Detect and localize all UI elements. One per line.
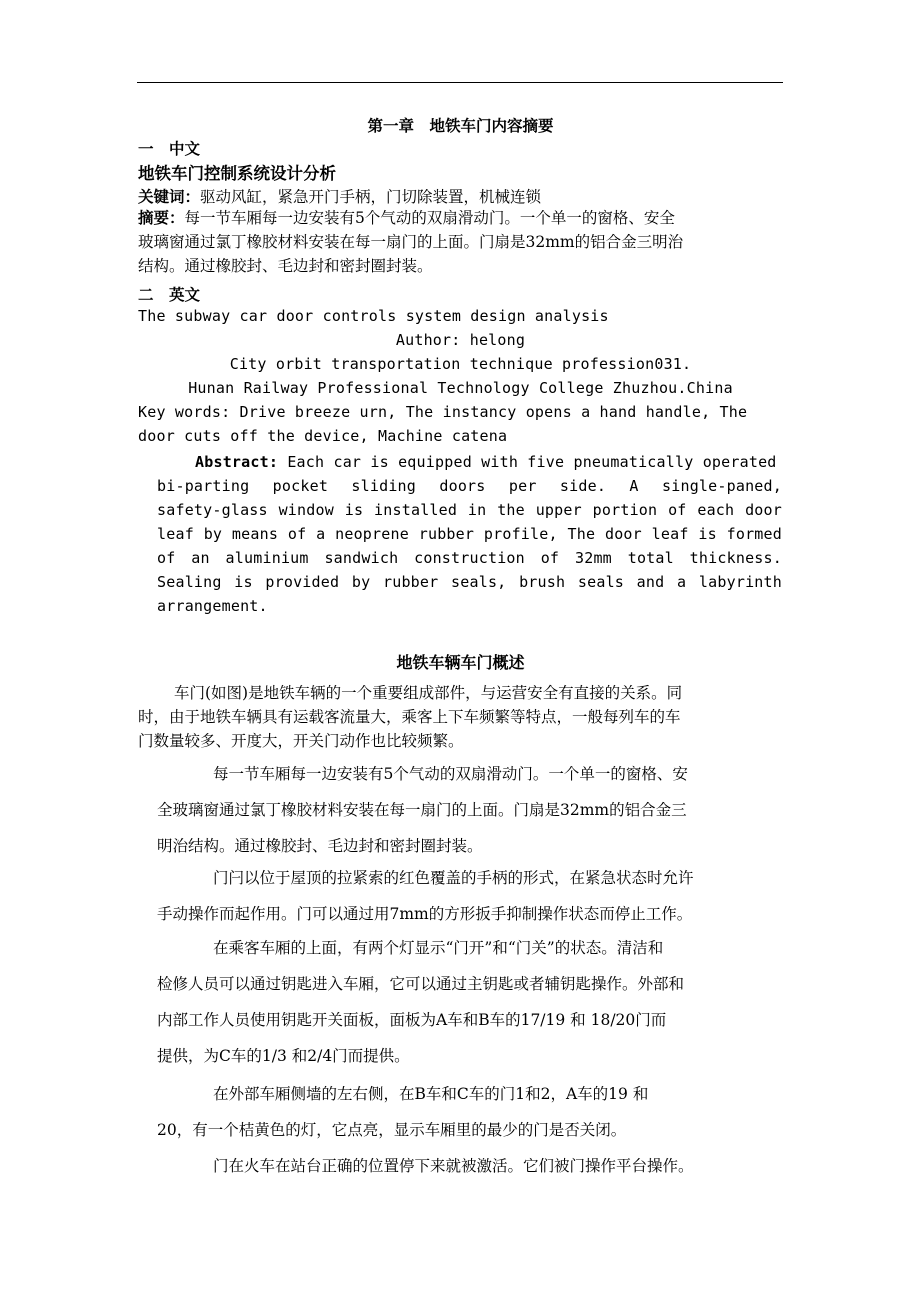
en-abstract-line: of an aluminium sandwich construction of 32mm total thickness. xyxy=(157,549,782,567)
cn-abstract-line: 每一节车厢每一边安装有5个气动的双扇滑动门。一个单一的窗格、安全 xyxy=(184,209,675,227)
body-line: 门闩以位于屋顶的拉紧索的红色覆盖的手柄的形式，在紧急状态时允许 xyxy=(213,869,694,887)
body-line: 内部工作人员使用钥匙开关面板，面板为A车和B车的17/19 和 18/20门而 xyxy=(157,1011,667,1029)
en-keywords-line: door cuts off the device, Machine catena xyxy=(138,427,508,445)
en-paper-title: The subway car door controls system design analysis xyxy=(138,307,609,325)
overview-line: 时，由于地铁车辆具有运载客流量大，乘客上下车频繁等特点，一般每列车的车 xyxy=(138,708,681,726)
en-keywords xyxy=(138,400,783,448)
body-paragraph xyxy=(157,756,782,864)
overview-line: 车门(如图)是地铁车辆的一个重要组成部件，与运营安全有直接的关系。同 xyxy=(174,684,683,702)
en-abstract-label: Abstract: xyxy=(195,453,279,471)
cn-abstract xyxy=(138,206,783,278)
en-keywords-line: Drive breeze urn, The instancy opens a hand handle, The xyxy=(239,403,748,421)
body-line: 手动操作而起作用。门可以通过用7mm的方形扳手抑制操作状态而停止工作。 xyxy=(157,905,693,923)
body-line: 提供，为C车的1/3 和2/4门而提供。 xyxy=(157,1047,410,1065)
body-line: 在外部车厢侧墙的左右侧，在B车和C车的门1和2，A车的19 和 xyxy=(213,1085,649,1103)
cn-keywords-text: 驱动风缸，紧急开门手柄，门切除装置，机械连锁 xyxy=(200,188,542,206)
en-abstract-line: safety-glass window is installed in the upper portion of each door xyxy=(157,501,782,519)
college-line: Hunan Railway Professional Technology College Zhuzhou.China xyxy=(188,379,733,397)
en-abstract xyxy=(157,450,782,618)
en-abstract-line: leaf by means of a neoprene rubber profile, The door leaf is formed xyxy=(157,525,782,543)
body-line: 每一节车厢每一边安装有5个气动的双扇滑动门。一个单一的窗格、安 xyxy=(213,765,688,783)
overview-paragraph xyxy=(138,681,783,753)
profession-line: City orbit transportation technique profession031. xyxy=(229,355,692,373)
cn-keywords-label: 关键词： xyxy=(138,187,201,206)
body-line: 检修人员可以通过钥匙进入车厢，它可以通过主钥匙或者辅钥匙操作。外部和 xyxy=(157,975,685,993)
body-paragraph xyxy=(157,860,782,932)
cn-abstract-line: 玻璃窗通过氯丁橡胶材料安装在每一扇门的上面。门扇是32mm的铝合金三明治 xyxy=(138,233,684,251)
cn-abstract-label: 摘要： xyxy=(138,208,185,227)
cn-paper-title: 地铁车门控制系统设计分析 xyxy=(138,164,336,183)
body-paragraph xyxy=(157,1076,782,1148)
body-line: 在乘客车厢的上面，有两个灯显示“门开”和“门关”的状态。清洁和 xyxy=(213,939,664,957)
author-line: Author: helong xyxy=(395,331,526,349)
body-line: 全玻璃窗通过氯丁橡胶材料安装在每一扇门的上面。门扇是32mm的铝合金三 xyxy=(157,801,687,819)
en-keywords-label: Key words: xyxy=(138,403,231,421)
en-abstract-line: Each car is equipped with five pneumatically operated xyxy=(287,453,777,471)
body-paragraph xyxy=(157,1148,782,1184)
section-english-label: 二 英文 xyxy=(138,285,201,304)
body-line: 门在火车在站台正确的位置停下来就被激活。它们被门操作平台操作。 xyxy=(213,1157,694,1175)
overview-line: 门数量较多、开度大，开关门动作也比较频繁。 xyxy=(138,732,464,750)
body-paragraph xyxy=(157,930,782,1074)
cn-abstract-line: 结构。通过橡胶封、毛边封和密封圈封装。 xyxy=(138,257,433,275)
body-line: 明治结构。通过橡胶封、毛边封和密封圈封装。 xyxy=(157,837,483,855)
cn-keywords xyxy=(138,185,783,207)
header-rule xyxy=(137,82,783,83)
body-line: 20，有一个桔黄色的灯，它点亮，显示车厢里的最少的门是否关闭。 xyxy=(157,1121,627,1139)
en-abstract-line: bi-parting pocket sliding doors per side. A single-paned, xyxy=(157,477,782,495)
en-abstract-line: Sealing is provided by rubber seals, brush seals and a labyrinth xyxy=(157,573,782,591)
en-abstract-line: arrangement. xyxy=(157,597,268,615)
section-chinese-label: 一 中文 xyxy=(138,139,201,158)
overview-title: 地铁车辆车门概述 xyxy=(396,653,525,672)
chapter-title: 第一章 地铁车门内容摘要 xyxy=(367,116,554,135)
